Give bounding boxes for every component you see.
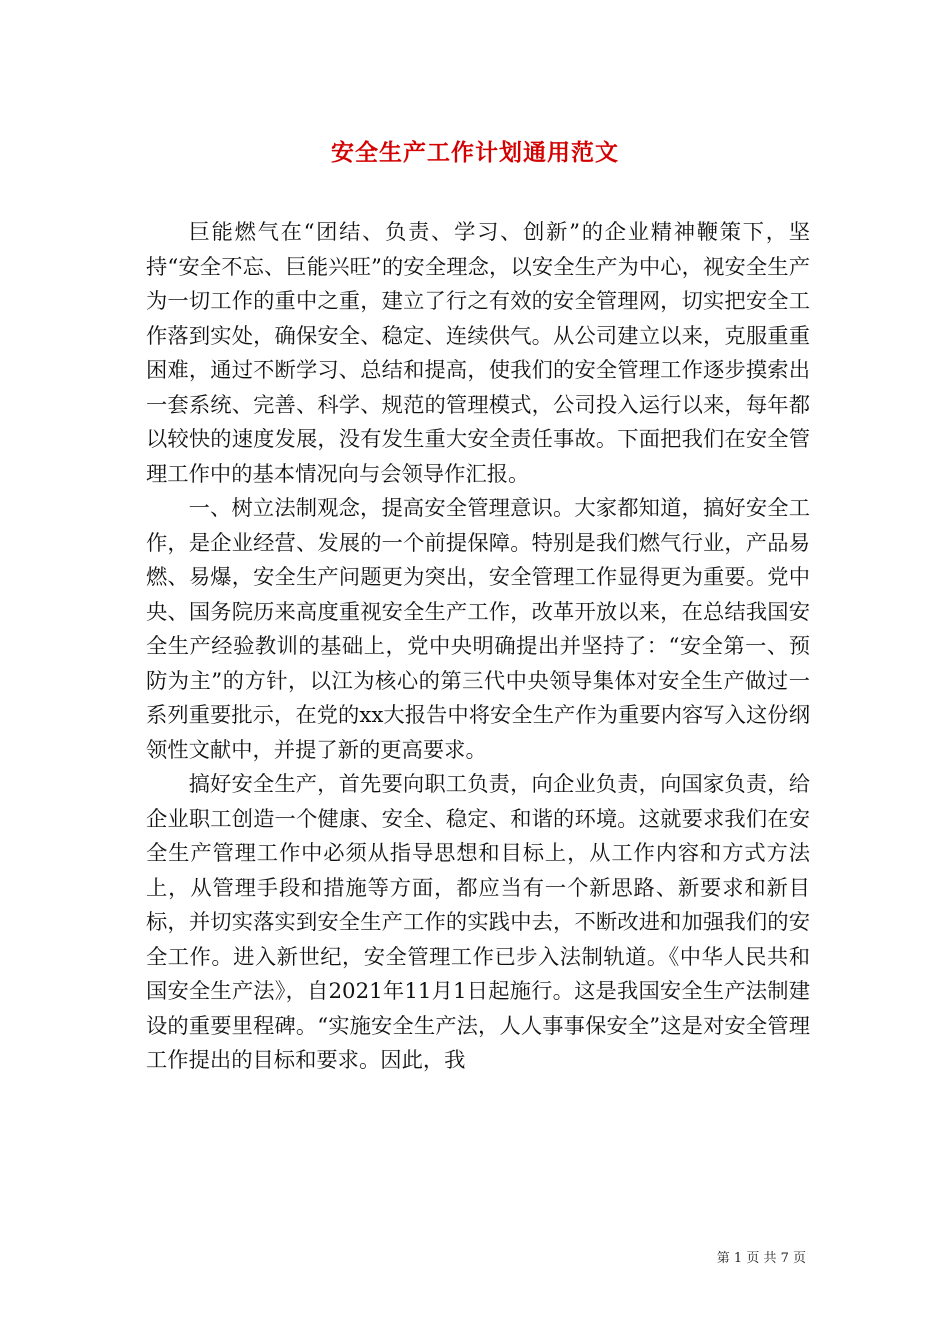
paragraph-safety-production: 搞好安全生产，首先要向职工负责，向企业负责，向国家负责，给企业职工创造一个健康、安全、稳定、和谐的环境。这就要求我们在安全生产管理工作中必须从指导思想和目标上，从工作内容和方式方法上，从管理手段和措施等方面，都应当有一个新思路、新要求和新目标，并切实落实到安全生产工作的实践中去，不断改进和加强我们的安全工作。进入新世纪，安全管理工作已步入法制轨道。《中华人民共和国安全生产法》，自2021年11月1日起施行。这是我国安全生产法制建设的重要里程碑。“实施安全生产法，人人事事保安全”这是对安全管理工作提出的目标和要求。因此，我 xyxy=(146,772,810,1073)
document-title: 安全生产工作计划通用范文 xyxy=(331,139,619,166)
paragraph-intro: 巨能燃气在“团结、负责、学习、创新”的企业精神鞭策下，坚持“安全不忘、巨能兴旺”的安全理念，以安全生产为中心，视安全生产为一切工作的重中之重，建立了行之有效的安全管理网，切实把安全工作落到实处，确保安全、稳定、连续供气。从公司建立以来，克服重重困难，通过不断学习、总结和提高，使我们的安全管理工作逐步摸索出一套系统、完善、科学、规范的管理模式，公司投入运行以来，每年都以较快的速度发展，没有发生重大安全责任事故。下面把我们在安全管理工作中的基本情况向与会领导作汇报。 xyxy=(146,220,810,487)
page-number-footer: 第 1 页 共 7 页 xyxy=(716,1251,806,1266)
document-body xyxy=(146,216,810,1079)
paragraph-section-one: 一、树立法制观念，提高安全管理意识。大家都知道，搞好安全工作，是企业经营、发展的一个前提保障。特别是我们燃气行业，产品易燃、易爆，安全生产问题更为突出，安全管理工作显得更为重要。党中央、国务院历来高度重视安全生产工作，改革开放以来，在总结我国安全生产经验教训的基础上，党中央明确提出并坚持了：“安全第一、预防为主”的方针，以江为核心的第三代中央领导集体对安全生产做过一系列重要批示，在党的xx大报告中将安全生产作为重要内容写入这份纲领性文献中，并提了新的更高要求。 xyxy=(146,496,810,763)
